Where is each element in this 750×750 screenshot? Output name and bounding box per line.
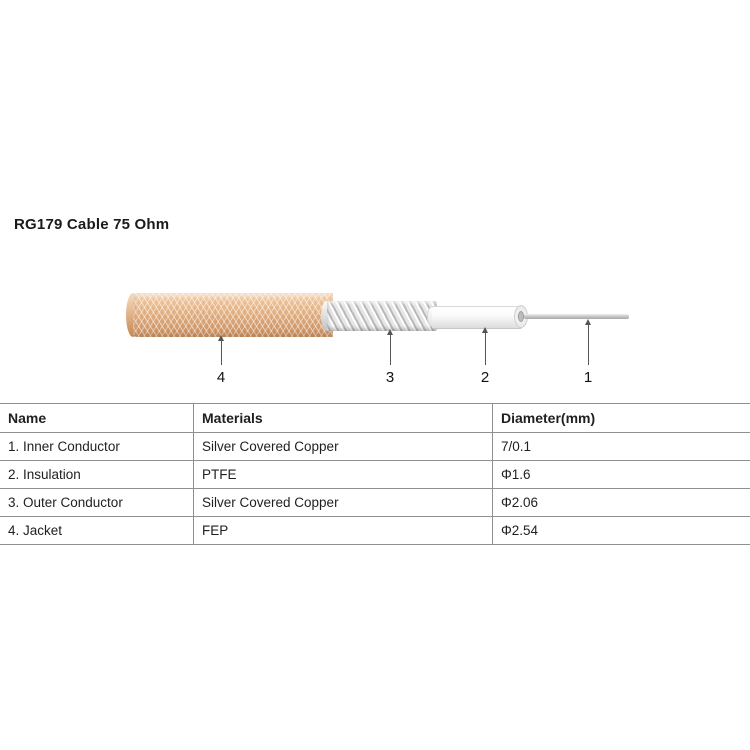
cell-material: Silver Covered Copper xyxy=(194,433,493,461)
jacket-layer xyxy=(133,293,333,337)
cell-diameter: Φ2.06 xyxy=(493,489,750,517)
callout-arrow-3 xyxy=(387,329,393,335)
table-row xyxy=(0,489,750,517)
callout-arrow-1 xyxy=(585,319,591,325)
callout-number-4: 4 xyxy=(216,369,226,386)
callout-arrow-4 xyxy=(218,335,224,341)
inner-conductor-layer xyxy=(524,314,629,319)
cell-diameter: Φ1.6 xyxy=(493,461,750,489)
cell-material: PTFE xyxy=(194,461,493,489)
column-header-materials: Materials xyxy=(194,404,493,433)
column-header-name: Name xyxy=(0,404,194,433)
cell-material: Silver Covered Copper xyxy=(194,489,493,517)
insulation-layer xyxy=(432,306,522,329)
callout-arrow-2 xyxy=(482,327,488,333)
cell-name: 2. Insulation xyxy=(0,461,194,489)
callout-line-1 xyxy=(588,323,589,365)
table-header-row xyxy=(0,404,750,433)
page-title: RG179 Cable 75 Ohm xyxy=(14,216,170,233)
cell-name: 3. Outer Conductor xyxy=(0,489,194,517)
cable-illustration xyxy=(0,243,750,353)
callout-line-2 xyxy=(485,331,486,365)
cell-diameter: Φ2.54 xyxy=(493,517,750,545)
callout-number-3: 3 xyxy=(385,369,395,386)
column-header-diameter: Diameter(mm) xyxy=(493,404,750,433)
outer-conductor-layer xyxy=(327,301,437,331)
cell-diameter: 7/0.1 xyxy=(493,433,750,461)
cable-cutaway-diagram xyxy=(0,243,750,403)
cell-name: 1. Inner Conductor xyxy=(0,433,194,461)
cable-spec-sheet xyxy=(0,210,750,545)
table-row xyxy=(0,461,750,489)
table-row xyxy=(0,433,750,461)
callout-number-2: 2 xyxy=(480,369,490,386)
callout-line-4 xyxy=(221,339,222,365)
callout-number-1: 1 xyxy=(583,369,593,386)
specification-table xyxy=(0,403,750,545)
table-row xyxy=(0,517,750,545)
callout-line-3 xyxy=(390,333,391,365)
cell-name: 4. Jacket xyxy=(0,517,194,545)
cell-material: FEP xyxy=(194,517,493,545)
